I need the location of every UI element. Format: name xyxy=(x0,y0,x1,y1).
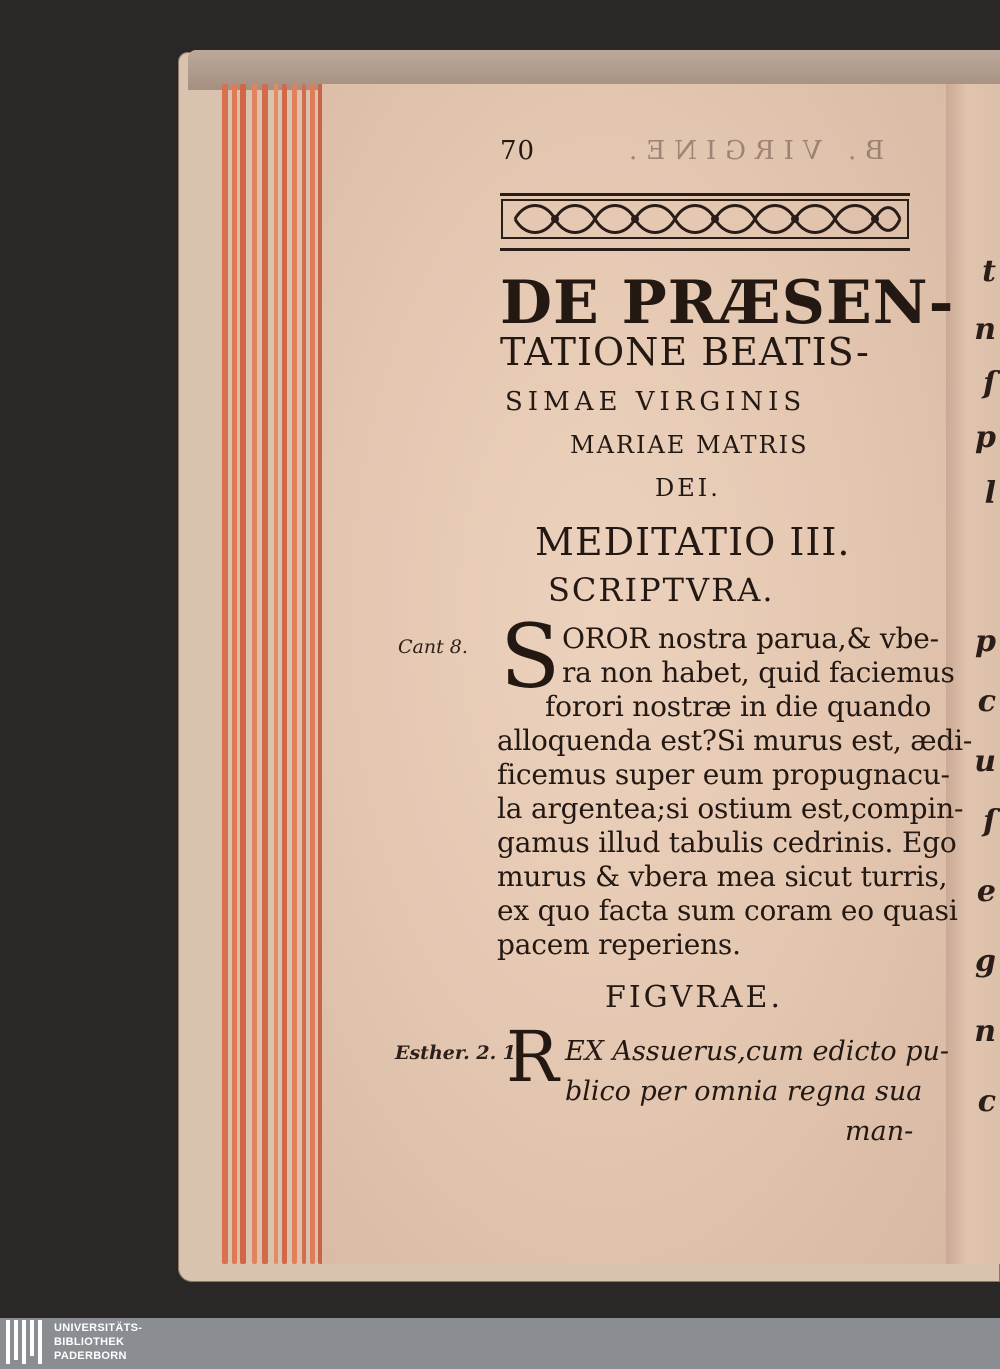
title-line-4: MARIAE MATRIS xyxy=(570,431,809,459)
scriptura-line: OROR nostra parua,& vbe- xyxy=(562,622,939,655)
ornament-band xyxy=(500,193,910,251)
scriptura-line: ficemus super eum propugnacu- xyxy=(497,758,950,791)
running-title: B. VIRGINE. xyxy=(620,136,885,166)
scriptura-line: gamus illud tabulis cedrinis. Ego xyxy=(497,826,957,859)
scriptura-line: murus & vbera mea sicut turris, xyxy=(497,860,948,893)
title-line-2: TATIONE BEATIS- xyxy=(500,330,870,374)
figurae-line: EX Assuerus,cum edicto pu- xyxy=(565,1036,950,1067)
scriptura-line: pacem reperiens. xyxy=(497,928,741,961)
title-line-1: DE PRÆSEN- xyxy=(500,268,955,338)
library-logo-icon xyxy=(6,1320,46,1364)
scriptura-line: ra non habet, quid faciemus xyxy=(562,656,955,689)
scriptura-line: forori nostræ in die quando xyxy=(545,690,932,723)
scriptura-line: la argentea;si ostium est,compin- xyxy=(497,792,964,825)
scriptura-line: ex quo facta sum coram eo quasi xyxy=(497,894,958,927)
ornament-scroll-icon xyxy=(500,196,910,242)
footer-bar xyxy=(0,1318,1000,1369)
page-number: 70 xyxy=(500,136,536,166)
meditatio-heading: MEDITATIO III. xyxy=(535,520,851,564)
page-edges xyxy=(222,84,326,1264)
logo-line-1: UNIVERSITÄTS- xyxy=(54,1322,143,1334)
figurae-line: blico per omnia regna sua xyxy=(565,1076,923,1107)
margin-note-esther: Esther. 2. 1. xyxy=(395,1042,523,1064)
scriptura-heading: SCRIPTVRA. xyxy=(548,571,775,609)
logo-line-3: PADERBORN xyxy=(54,1350,127,1362)
margin-note-cant: Cant 8. xyxy=(398,636,468,658)
scriptura-line: alloquenda est?Si murus est, ædi- xyxy=(497,724,973,757)
title-line-5: DEI. xyxy=(655,474,721,502)
title-line-3: SIMAE VIRGINIS xyxy=(505,387,807,417)
figurae-heading: FIGVRAE. xyxy=(605,980,783,1015)
logo-line-2: BIBLIOTHEK xyxy=(54,1336,125,1348)
catchword: man- xyxy=(845,1116,914,1147)
drop-cap-r: R xyxy=(506,1016,559,1098)
facing-page-edge: t n ſ p l p c u ſ e g n c xyxy=(946,84,1000,1264)
drop-cap-s: S xyxy=(500,605,561,708)
